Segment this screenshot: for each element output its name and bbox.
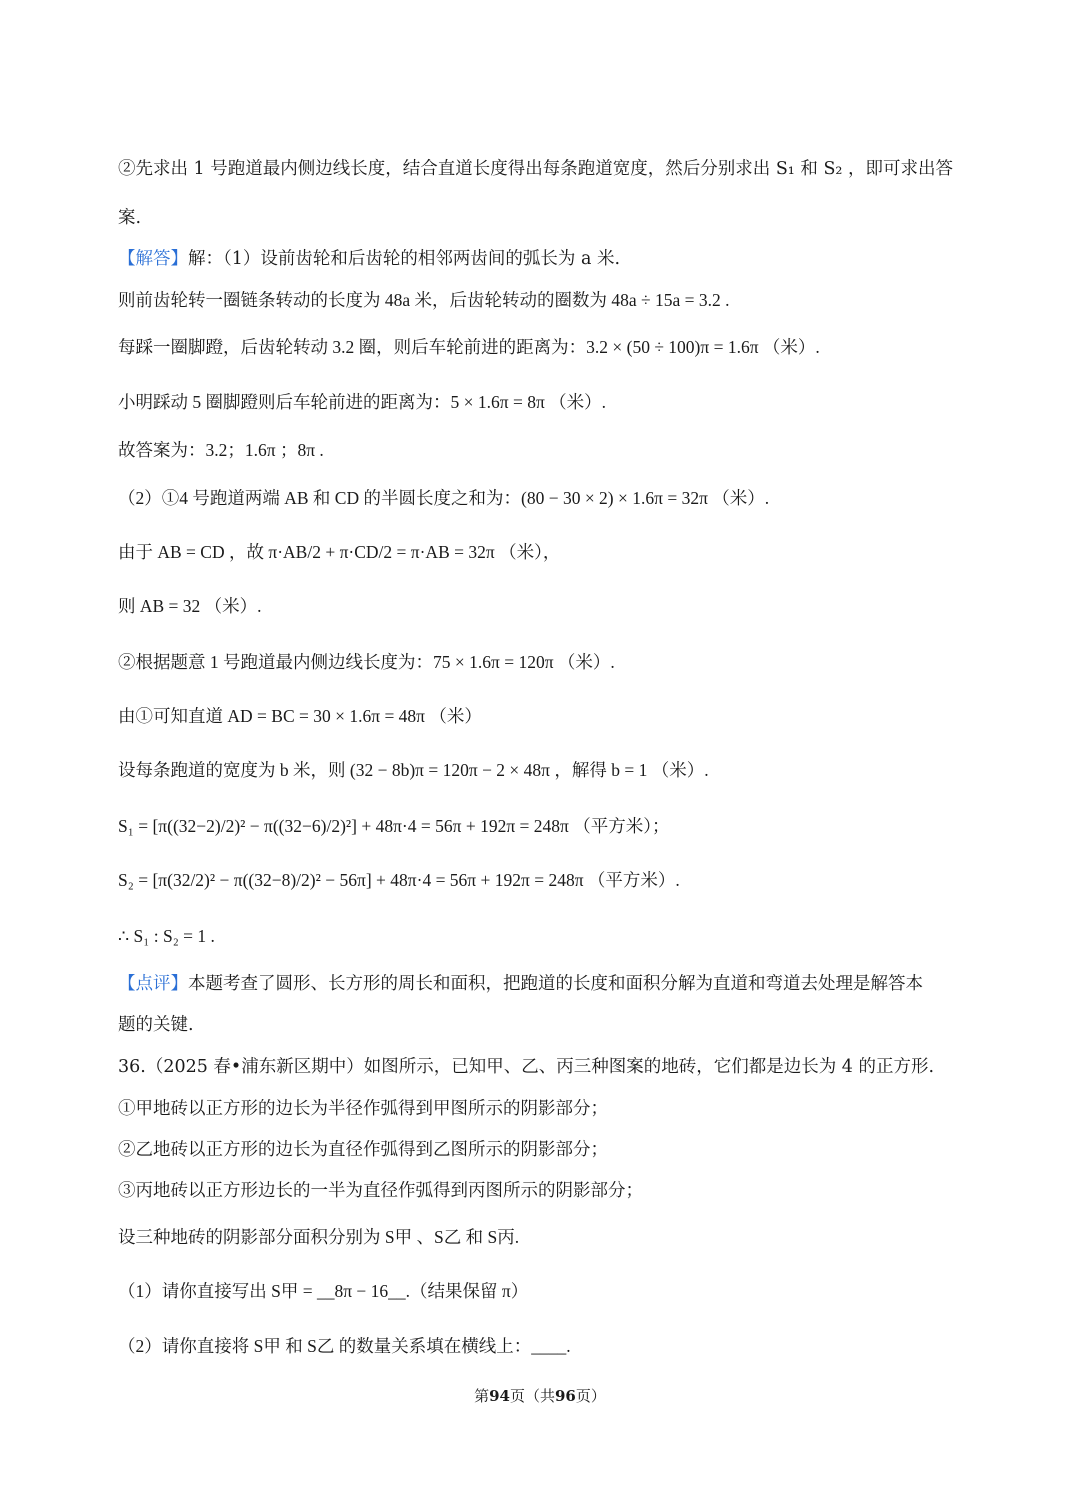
question-36: 36.（2025 春•浦东新区期中）如图所示，已知甲、乙、丙三种图案的地砖，它们都是边长为 4 的正方形. bbox=[118, 1057, 935, 1077]
footer-total: 96 bbox=[555, 1387, 576, 1405]
text-line-15: S₂ = [π(32/2)² − π((32−8)/2)² − 56π] + 48π·4 = 56π + 192π = 248π （平方米）. bbox=[118, 870, 680, 890]
text-line-8: （2）①4 号跑道两端 AB 和 CD 的半圆长度之和为：(80 − 30 × 2) × 1.6π = 32π （米）. bbox=[118, 488, 770, 508]
text-line-10: 则 AB = 32 （米）. bbox=[118, 596, 262, 616]
text-line-16: ∴ S₁ : S₂ = 1 . bbox=[118, 926, 215, 946]
comment-text: 本题考查了圆形、长方形的周长和面积，把跑道的长度和面积分解为直道和弯道去处理是解答本 bbox=[188, 974, 923, 994]
text-line-7: 故答案为：3.2；1.6π ；8π . bbox=[118, 440, 324, 460]
text-line-20: ①甲地砖以正方形的边长为半径作弧得到甲图所示的阴影部分； bbox=[118, 1099, 608, 1119]
text-line-14: S₁ = [π((32−2)/2)² − π((32−6)/2)²] + 48π·4 = 56π + 192π = 248π （平方米）； bbox=[118, 816, 670, 836]
comment-tag: 【点评】 bbox=[118, 974, 188, 994]
text-line-9: 由于 AB = CD ，故 π·AB/2 + π·CD/2 = π·AB = 32π （米）， bbox=[118, 542, 561, 562]
text-line-2: 案. bbox=[118, 208, 142, 228]
answer-text: 解：（1）设前齿轮和后齿轮的相邻两齿间的弧长为 a 米. bbox=[188, 249, 621, 269]
footer-mid: 页（共 bbox=[509, 1387, 555, 1405]
footer-suffix: 页） bbox=[575, 1387, 606, 1405]
text-line-5: 每踩一圈脚蹬，后齿轮转动 3.2 圈，则后车轮前进的距离为：3.2 × (50 ÷ 100)π = 1.6π （米）. bbox=[118, 337, 820, 357]
text-line-21: ②乙地砖以正方形的边长为直径作弧得到乙图所示的阴影部分； bbox=[118, 1140, 608, 1160]
text-line-4: 则前齿轮转一圈链条转动的长度为 48a 米，后齿轮转动的圈数为 48a ÷ 15a = 3.2 . bbox=[118, 290, 730, 310]
text-line-13: 设每条跑道的宽度为 b 米，则 (32 − 8b)π = 120π − 2 × 48π ，解得 b = 1 （米）. bbox=[118, 760, 709, 780]
text-line-22: ③丙地砖以正方形边长的一半为直径作弧得到丙图所示的阴影部分； bbox=[118, 1181, 643, 1201]
page-footer bbox=[0, 1386, 1080, 1406]
text-line-1: ②先求出 1 号跑道最内侧边线长度，结合直道长度得出每条跑道宽度，然后分别求出 S₁ 和 S₂ ，即可求出答 bbox=[118, 159, 954, 179]
text-line-18: 题的关键. bbox=[118, 1015, 194, 1035]
text-line-6: 小明踩动 5 圈脚蹬则后车轮前进的距离为：5 × 1.6π = 8π （米）. bbox=[118, 392, 607, 412]
answer-line bbox=[118, 247, 620, 271]
answer-tag: 【解答】 bbox=[118, 249, 188, 269]
footer-page: 94 bbox=[489, 1387, 510, 1405]
footer-prefix: 第 bbox=[474, 1387, 490, 1405]
text-line-12: 由①可知直道 AD = BC = 30 × 1.6π = 48π （米） bbox=[118, 706, 482, 726]
text-line-23: 设三种地砖的阴影部分面积分别为 S甲 、S乙 和 S丙. bbox=[118, 1227, 520, 1247]
comment-line bbox=[118, 972, 923, 996]
text-line-24: （1）请你直接写出 S甲 = __8π − 16__.（结果保留 π） bbox=[118, 1281, 529, 1301]
text-line-11: ②根据题意 1 号跑道最内侧边线长度为：75 × 1.6π = 120π （米）. bbox=[118, 652, 615, 672]
text-line-25: （2）请你直接将 S甲 和 S乙 的数量关系填在横线上：____. bbox=[118, 1336, 571, 1356]
